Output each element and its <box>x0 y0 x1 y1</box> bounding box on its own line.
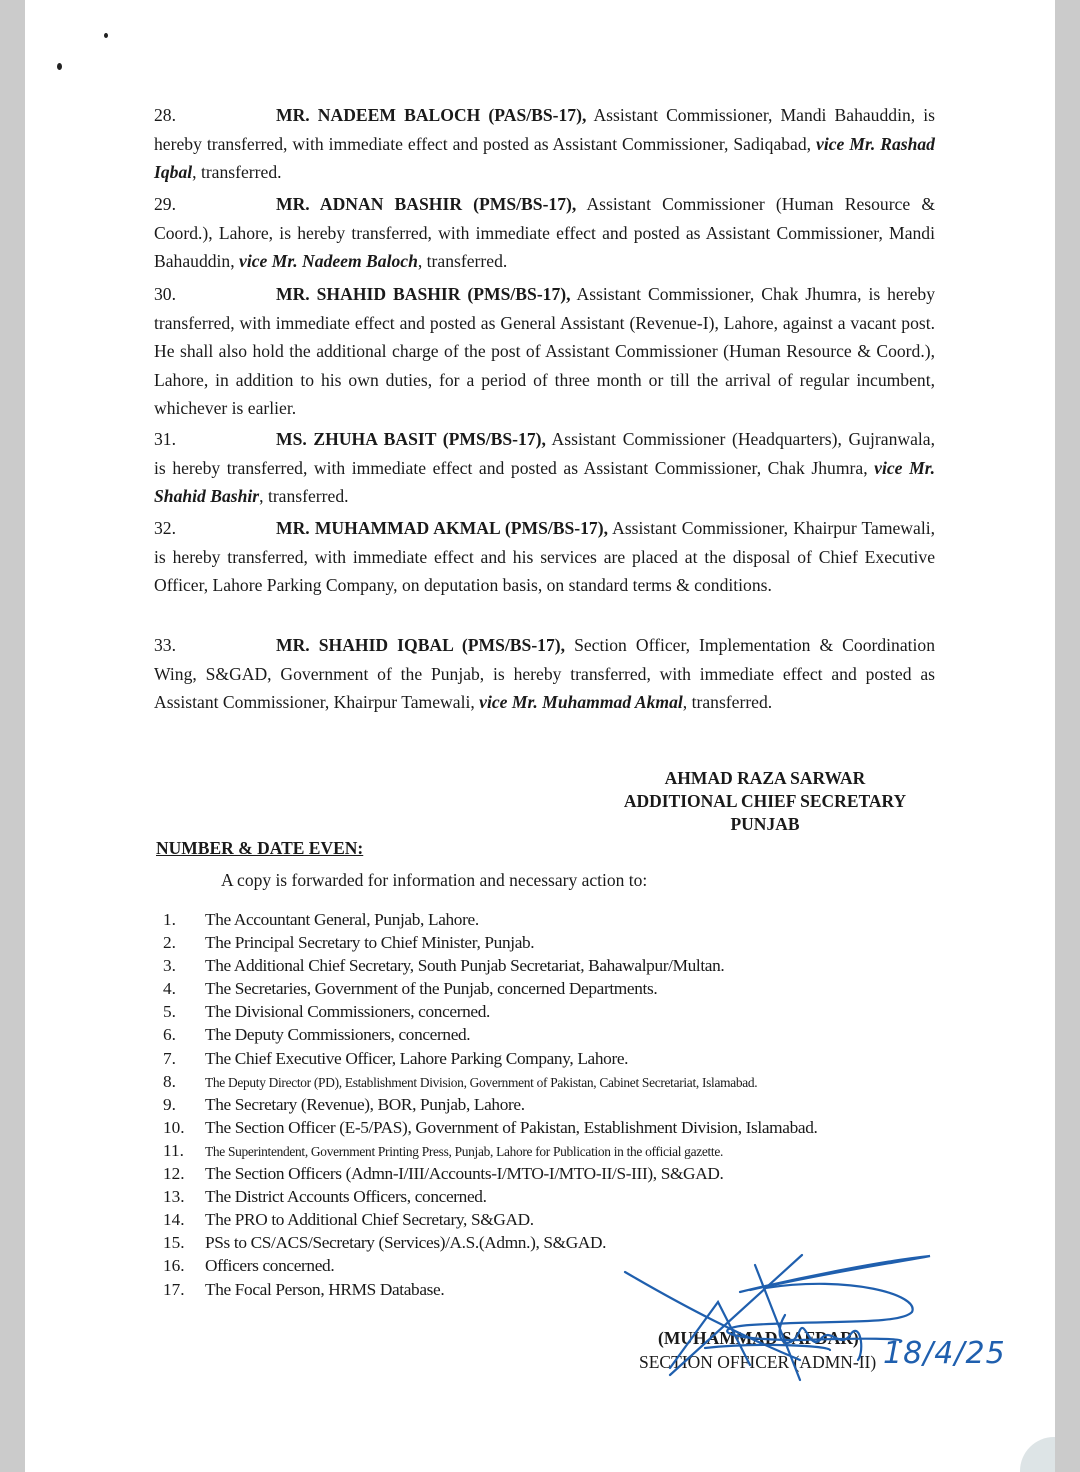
item-number: 13. <box>163 1187 185 1207</box>
forward-text: A copy is forwarded for information and necessary action to: <box>221 870 648 890</box>
copy-to-item <box>163 1139 963 1162</box>
item-number: 11. <box>163 1140 184 1160</box>
copy-to-item <box>163 1047 963 1070</box>
item-number: 14. <box>163 1210 185 1230</box>
item-number: 7. <box>163 1048 176 1068</box>
vice-text: vice Mr. Shahid Bashir <box>154 457 935 506</box>
item-text: PSs to CS/ACS/Secretary (Services)/A.S.(Admn.), S&GAD. <box>205 1233 607 1253</box>
item-number: 15. <box>163 1233 185 1253</box>
item-text: Officers concerned. <box>205 1256 335 1276</box>
copy-to-item <box>163 1023 963 1046</box>
copy-to-item <box>163 908 963 931</box>
item-number: 8. <box>163 1071 176 1091</box>
order-paragraph-32 <box>154 514 935 600</box>
signatory-block <box>600 767 930 836</box>
item-text: The Deputy Commissioners, concerned. <box>205 1025 471 1045</box>
paragraph-text: Assistant Commissioner, Mandi Bahauddin, is hereby transferred, with immediate effect and posted as Assistant Commissioner, Sadiqabad, <box>154 105 935 154</box>
signatory-name: AHMAD RAZA SARWAR <box>664 768 866 788</box>
paragraph-text: Section Officer, Implementation & Coordination Wing, S&GAD, Government of the Punjab, is hereby transferred, with immediate effect and posted as Assistant Commissioner, Khairpur Tamewali, <box>154 635 936 712</box>
copy-to-item <box>163 954 963 977</box>
copy-to-item <box>163 1185 963 1208</box>
order-paragraph-33 <box>154 631 935 717</box>
copy-to-item <box>163 931 963 954</box>
scan-speck <box>104 33 108 38</box>
signature-stroke <box>727 1284 912 1342</box>
copy-to-item <box>163 1162 963 1185</box>
paragraph-number: 30. <box>154 284 176 304</box>
item-text: The District Accounts Officers, concerned. <box>205 1187 487 1207</box>
paragraph-tail: , transferred. <box>259 486 349 506</box>
paragraph-tail: , transferred. <box>417 251 508 271</box>
paragraph-number: 31. <box>154 429 176 449</box>
floating-action-button[interactable] <box>1020 1437 1055 1472</box>
item-number: 2. <box>163 933 176 953</box>
officer-name: MR. SHAHID IQBAL (PMS/BS-17), <box>276 635 566 655</box>
officer-name: MR. MUHAMMAD AKMAL (PMS/BS-17), <box>276 518 608 538</box>
document-page <box>25 0 1055 1472</box>
section-officer-name: (MUHAMMAD SAFDAR) <box>658 1328 859 1348</box>
copy-to-item <box>163 1000 963 1023</box>
item-text: The Divisional Commissioners, concerned. <box>205 1002 491 1022</box>
signatory-province: PUNJAB <box>730 814 800 834</box>
paragraph-text: Assistant Commissioner (Human Resource & Coord.), Lahore, is hereby transferred, with immediate effect and posted as Assistant Commissioner, Mandi Bahauddin, <box>154 194 936 271</box>
item-number: 17. <box>163 1279 185 1299</box>
paragraph-text: Assistant Commissioner (Headquarters), Gujranwala, is hereby transferred, with immediate effect and posted as Assistant Commissioner, Chak Jhumra, <box>154 429 935 478</box>
paragraph-number: 28. <box>154 105 176 125</box>
item-number: 4. <box>163 979 176 999</box>
copy-to-item <box>163 1208 963 1231</box>
officer-name: MR. NADEEM BALOCH (PAS/BS-17), <box>276 105 587 125</box>
item-text: The Section Officers (Admn-I/III/Accounts-I/MTO-I/MTO-II/S-III), S&GAD. <box>205 1164 724 1184</box>
vice-text: vice Mr. Nadeem Baloch <box>239 251 418 271</box>
item-text: The Secretaries, Government of the Punjab, concerned Departments. <box>205 979 658 999</box>
paragraph-number: 33. <box>154 635 176 655</box>
officer-name: MR. SHAHID BASHIR (PMS/BS-17), <box>276 284 571 304</box>
item-number: 16. <box>163 1256 185 1276</box>
number-date-heading: NUMBER & DATE EVEN: <box>156 838 364 858</box>
handwritten-date: 18/4/25 <box>883 1336 1006 1371</box>
item-number: 9. <box>163 1094 176 1114</box>
paragraph-number: 29. <box>154 194 176 214</box>
paragraph-number: 32. <box>154 518 176 538</box>
item-text: The Deputy Director (PD), Establishment Division, Government of Pakistan, Cabinet Secretariat, Islamabad. <box>205 1074 758 1090</box>
item-number: 3. <box>163 956 176 976</box>
scan-speck <box>57 63 62 70</box>
item-text: The Focal Person, HRMS Database. <box>205 1279 445 1299</box>
copy-to-item <box>163 1070 963 1093</box>
item-text: The Superintendent, Government Printing Press, Punjab, Lahore for Publication in the official gazette. <box>205 1143 724 1159</box>
copy-to-list <box>163 908 963 1301</box>
item-text: The Secretary (Revenue), BOR, Punjab, Lahore. <box>205 1094 525 1114</box>
copy-to-item <box>163 1093 963 1116</box>
order-paragraph-30 <box>154 280 935 423</box>
item-text: The PRO to Additional Chief Secretary, S&GAD. <box>205 1210 534 1230</box>
item-text: The Accountant General, Punjab, Lahore. <box>205 910 479 929</box>
order-paragraph-29 <box>154 190 935 276</box>
vice-text: vice Mr. Muhammad Akmal <box>479 692 683 712</box>
item-text: The Section Officer (E-5/PAS), Government of Pakistan, Establishment Division, Islamabad. <box>205 1117 818 1137</box>
signature-stroke <box>670 1255 802 1375</box>
item-text: The Additional Chief Secretary, South Punjab Secretariat, Bahawalpur/Multan. <box>205 956 725 976</box>
paragraph-tail: , transferred. <box>682 692 773 712</box>
item-number: 1. <box>163 910 176 929</box>
item-number: 5. <box>163 1002 176 1022</box>
vice-text: vice Mr. Rashad Iqbal <box>154 133 935 182</box>
item-number: 10. <box>163 1117 185 1137</box>
paragraph-text: Assistant Commissioner, Khairpur Tamewali, is hereby transferred, with immediate effect and his services are placed at the disposal of Chief Executive Officer, Lahore Parking Company, on deputation basis, on standard terms & conditions. <box>154 518 936 595</box>
order-paragraph-28 <box>154 101 935 187</box>
paragraph-tail: , transferred. <box>192 162 282 182</box>
item-text: The Principal Secretary to Chief Minister, Punjab. <box>205 933 535 953</box>
signatory-designation: ADDITIONAL CHIEF SECRETARY <box>623 791 907 811</box>
section-officer-title: SECTION OFFICER (ADMN-II) <box>639 1352 877 1372</box>
item-number: 12. <box>163 1164 185 1184</box>
officer-name: MS. ZHUHA BASIT (PMS/BS-17), <box>276 429 546 449</box>
order-paragraph-31 <box>154 425 935 511</box>
item-number: 6. <box>163 1025 176 1045</box>
copy-to-item <box>163 1116 963 1139</box>
signature-stroke <box>705 1345 830 1350</box>
item-text: The Chief Executive Officer, Lahore Parking Company, Lahore. <box>205 1048 629 1068</box>
copy-to-item <box>163 977 963 1000</box>
officer-name: MR. ADNAN BASHIR (PMS/BS-17), <box>276 194 577 214</box>
paragraph-text: Assistant Commissioner, Chak Jhumra, is hereby transferred, with immediate effect and posted as General Assistant (Revenue-I), Lahore, against a vacant post. He shall also hold the additional charge of the post of Assistant Commissioner (Human Resource & Coord.), Lahore, in addition to his own duties, for a period of three month or till the arrival of regular incumbent, whichever is earlier. <box>154 284 935 418</box>
